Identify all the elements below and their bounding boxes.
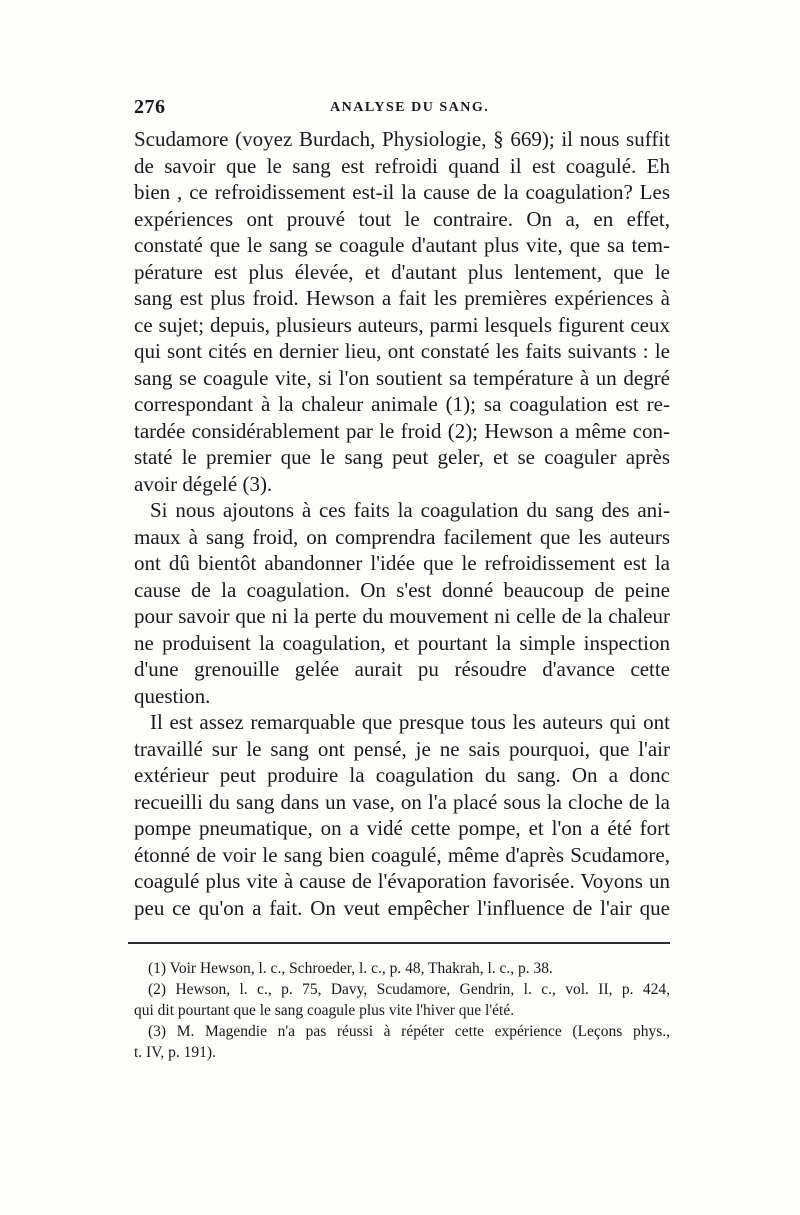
text-line: peu ce qu'on a fait. On veut empêcher l'influence de l'air que — [134, 895, 670, 920]
text-line: correspondant à la chaleur animale (1); sa coagulation est re- — [134, 392, 670, 416]
text-line: maux à sang froid, on comprendra facilement que les auteurs — [134, 524, 670, 549]
text-line: bien , ce refroidissement est-il la cause de la coagulation? Les — [134, 180, 670, 204]
text-line: pérature est plus élevée, et d'autant plus lentement, que le — [134, 259, 670, 284]
text-line: étonné de voir le sang bien coagulé, même d'après Scudamore, — [134, 842, 670, 867]
text-line: expériences ont prouvé tout le contraire. On a, en effet, — [134, 206, 670, 231]
text-line: travaillé sur le sang ont pensé, je ne sais pourquoi, que l'air — [134, 736, 670, 761]
text-line: pompe pneumatique, on a vidé cette pompe, et l'on a été fort — [134, 816, 670, 840]
text-line: sang se coagule vite, si l'on soutient sa température à un degré — [134, 365, 670, 390]
text-line: avoir dégelé (3). — [134, 471, 273, 496]
page-number: 276 — [134, 96, 166, 118]
footnote-line: t. IV, p. 191). — [134, 1044, 216, 1061]
text-line: tardée considérablement par le froid (2); Hewson a même con- — [134, 418, 670, 443]
text-line: extérieur peut produire la coagulation du sang. On a donc — [134, 763, 670, 787]
text-line: qui sont cités en dernier lieu, ont constaté les faits suivants : le — [134, 339, 670, 363]
main-text — [134, 126, 670, 921]
text-line: d'une grenouille gelée aurait pu résoudre d'avance cette — [134, 657, 670, 681]
footnote-line: qui dit pourtant que le sang coagule plus vite l'hiver que l'été. — [134, 1002, 515, 1019]
text-line: constaté que le sang se coagule d'autant plus vite, que sa tem- — [134, 233, 670, 257]
text-line: sang est plus froid. Hewson a fait les premières expériences à — [134, 286, 670, 310]
text-line: staté le premier que le sang peut geler, et se coaguler après — [134, 445, 670, 469]
text-line: ne produisent la coagulation, et pourtant la simple inspection — [134, 630, 670, 655]
footnote-divider — [128, 942, 670, 944]
text-line: Il est assez remarquable que presque tous les auteurs qui ont — [150, 710, 670, 734]
footnotes — [134, 958, 670, 1063]
footnote-line: (3) M. Magendie n'a pas réussi à répéter cette expérience (Leçons phys., — [148, 1023, 670, 1040]
text-line: question. — [134, 683, 211, 708]
text-line: ont dû bientôt abandonner l'idée que le refroidissement est la — [134, 551, 670, 575]
text-line: Si nous ajoutons à ces faits la coagulation du sang des ani- — [150, 498, 670, 522]
text-line: de savoir que le sang est refroidi quand il est coagulé. Eh — [134, 153, 670, 178]
text-line: cause de la coagulation. On s'est donné beaucoup de peine — [134, 577, 670, 602]
running-head: ANALYSE DU SANG. — [330, 100, 490, 115]
footnote-line: (2) Hewson, l. c., p. 75, Davy, Scudamore, Gendrin, l. c., vol. II, p. 424, — [148, 981, 670, 998]
text-line: coagulé plus vite à cause de l'évaporation favorisée. Voyons un — [134, 869, 670, 893]
footnote-line: (1) Voir Hewson, l. c., Schroeder, l. c., p. 48, Thakrah, l. c., p. 38. — [148, 960, 553, 977]
text-line: Scudamore (voyez Burdach, Physiologie, § 669); il nous suffit — [134, 127, 670, 151]
text-line: pour savoir que ni la perte du mouvement ni celle de la chaleur — [134, 604, 670, 628]
text-line: recueilli du sang dans un vase, on l'a placé sous la cloche de la — [134, 789, 670, 814]
page-header — [134, 96, 670, 122]
text-line: ce sujet; depuis, plusieurs auteurs, parmi lesquels figurent ceux — [134, 312, 670, 337]
